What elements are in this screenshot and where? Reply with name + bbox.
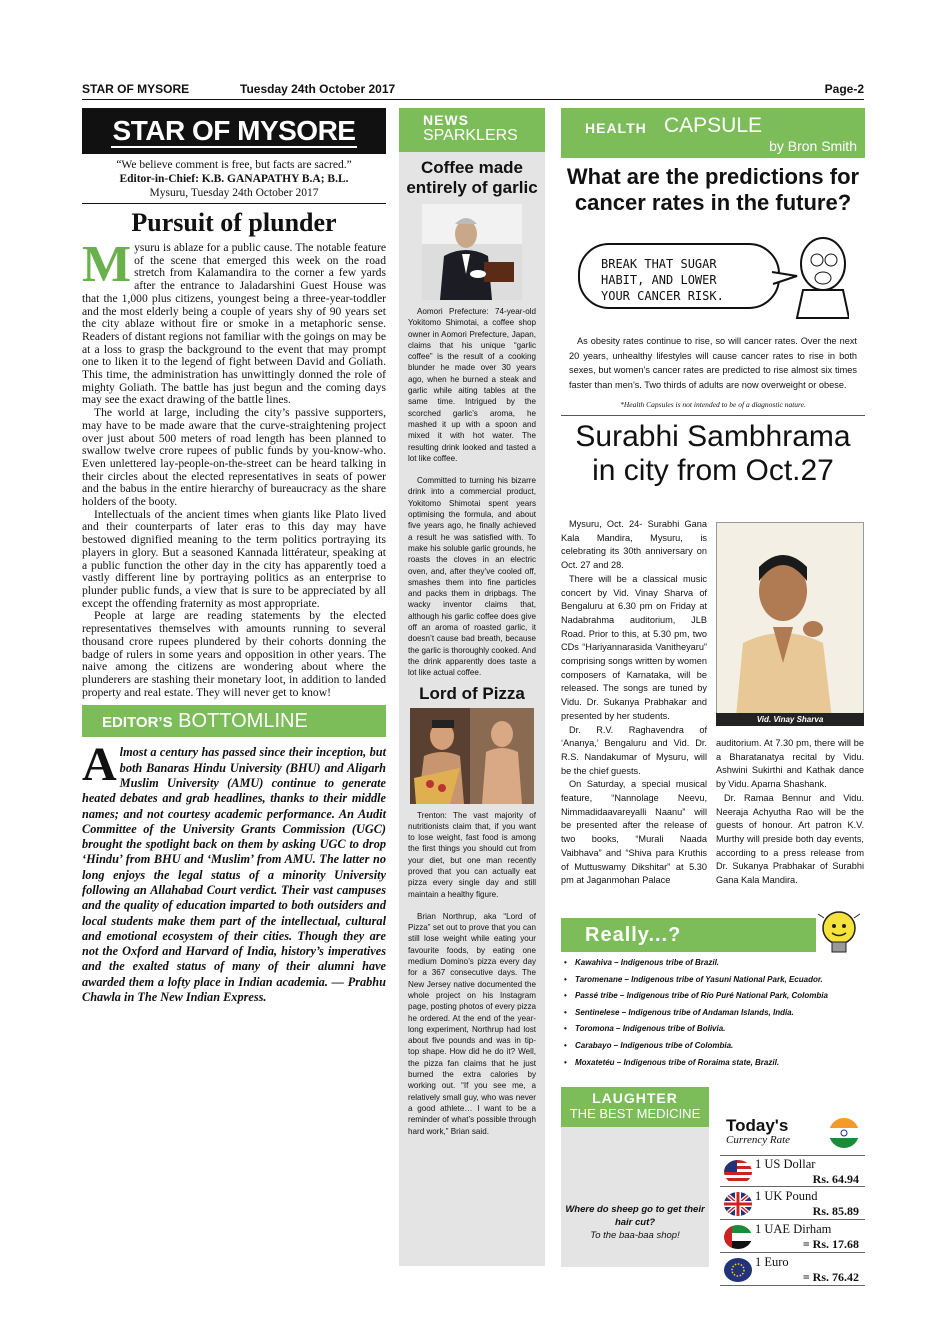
uae-flag-icon [724, 1225, 752, 1249]
health-capsule-column [561, 108, 865, 488]
surabhi-body-left [561, 518, 707, 888]
pizza-paragraph: Brian Northrup, aka “Lord of Pizza” set out to prove that you can still lose weight while eating your favourite foods, by eating one medium Domino’s pizza every day for a 367 consecutive days. The New Jersey native documented the whole project on his Instagram page, posting photos of every pizza he ordered. At the end of the year-long experiment, Northrup had lost about five pounds and was in tip-top shape. How did he do it? Well, the pizza fan claims that he just burned the extra calories by working out. “If you see me, a relatively small guy, who was never a good athlete… I want to be a reminder of what’s possible through hard work,” Brian said. [408, 911, 536, 1136]
vinay-sharva-photo [716, 522, 864, 726]
currency-title: Today's [726, 1116, 789, 1135]
joke-answer: To the baa-baa shop! [590, 1230, 680, 1241]
health-body: As obesity rates continue to rise, so will cancer rates. Over the next 20 years, unhealthy lifestyles will cause cancer rates to rise in both sexes, but women’s cancer rates are predicted to rise almost six times faster than men’s. Two thirds of adults are now overweight or obese. [569, 336, 857, 390]
list-item: • Sentinelese – Indigenous tribe of Andaman Islands, India. [561, 1005, 865, 1022]
cartoon-text-line: BREAK THAT SUGAR [601, 257, 717, 271]
list-item: • Taromenane – Indigenous tribe of Yasuni National Park, Ecuador. [561, 972, 865, 989]
sparklers-label: SPARKLERS [423, 127, 518, 144]
bottomline-label-a: EDITOR’S [102, 714, 173, 732]
currency-label: 1 US Dollar [755, 1157, 816, 1171]
joke [561, 1203, 709, 1242]
news-sparklers-column [399, 108, 545, 1266]
bottomline-dropcap: A [82, 738, 117, 792]
tagline: “We believe comment is free, but facts are sacred.” [116, 159, 352, 171]
currency-row-usd [720, 1155, 865, 1187]
currency-value: Rs. 64.94 [812, 1172, 859, 1186]
page-header [82, 80, 864, 100]
editor-line: Editor-in-Chief: K.B. GANAPATHY B.A; B.L. [119, 173, 349, 185]
laughter-header [561, 1087, 709, 1127]
list-item: • Kawahiva – Indigenous tribe of Brazil. [561, 955, 865, 972]
editorial-paragraph: People at large are reading statements by the elected representatives themselves with amounts running to several thousand crore rupees plundered by their cohorts donning the badge of rulers in some years and opposition in other years. The naive among the citizens are wondering about where the plunderers are stashing their monetary loot, in addition to landed property and real estate. They will never get to know! [82, 609, 386, 699]
currency-row-gbp [720, 1188, 865, 1220]
health-capsule-header [561, 108, 865, 158]
header-page-number: Page-2 [824, 82, 864, 96]
editorial-paragraph: Intellectuals of the ancient times when giants like Plato lived and their counterparts of later eras to this day may have bestowed dignified meaning to the term politics portraying its players in glory. But a seasoned Kannada littérateur, speaking at a public function the other day in the city has apparently toed a vastly different line by portraying politics as an enterprise to plunder public funds, a view that is sure to be appreciated by all except the offending fraternity as most appropriate. [82, 507, 386, 610]
health-disclaimer: *Health Capsules is not intended to be of a diagnostic nature. [561, 400, 865, 416]
currency-row-aed [720, 1221, 865, 1253]
bottomline-label-b: BOTTOMLINE [178, 710, 308, 733]
surabhi-body-right [716, 737, 864, 888]
editorial-paragraph: ysuru is ablaze for a public cause. The notable feature of the scene that emerged this week on the road stretch from Kalamandira to the corner a few yards after the entrance to Jaladarshini Guest House was that the 1,000 plus citizens, youngest being a three-year-toddler and the most elderly being a couple of years shy of 90 years set the city ablaze without fire or smoke in a metaphoric sense. Readers of distant regions not familiar with the goings on may be at a loss to grasp the background to the event that may prompt one to liken it to the legend of fight between David and Goliath. This time, the administration has unwittingly donned the role of mighty Goliath. The battle has just begun and the coming days may see the exact drawing of the battle lines. [82, 241, 386, 407]
uk-flag-icon [724, 1192, 752, 1216]
currency-value: = Rs. 76.42 [802, 1270, 859, 1284]
editorial-body [82, 236, 386, 699]
surabhi-headline: Surabhi Sambhrama in city from Oct.27 [575, 420, 851, 487]
currency-row-eur [720, 1254, 865, 1286]
currency-value: Rs. 85.89 [812, 1204, 859, 1218]
cartoon-text-line: HABIT, AND LOWER [601, 273, 717, 287]
india-flag-icon [828, 1117, 860, 1149]
joke-question: Where do sheep go to get their hair cut? [565, 1204, 705, 1228]
surabhi-paragraph: auditorium. At 7.30 pm, there will be a Bharatanatya recital by Vidu. Ashwini Sukirthi and Kathak dance by Vidu. Aparna Shashank. [716, 738, 864, 790]
coffee-man-photo [422, 204, 522, 300]
masthead [82, 108, 386, 154]
story-title-coffee: Coffee made entirely of garlic [406, 158, 538, 197]
story-title-pizza: Lord of Pizza [419, 683, 525, 703]
coffee-paragraph: Committed to turning his bizarre drink into a commercial product, Yokitomo Shimotai spent years optimising the formula, and about five years ago, he finally achieved a result he was satisfied with. To make his soluble garlic grounds, he roasts the cloves in an electric oven, and, after they’ve cooled off, smashes them into fine particles and packs them in dripbags. The wacky inventor claims that, although his garlic coffee does give off an aroma of roasted garlic, it doesn’t cause bad breath, because the garlic is thoroughly cooked. And the drink apparently does taste a lot like actual coffee. [408, 476, 536, 678]
health-byline: by Bron Smith [769, 138, 857, 154]
eu-flag-icon [724, 1258, 752, 1282]
list-item: • Moxatetéu – Indigenous tribe of Roraima state, Brazil. [561, 1055, 865, 1072]
laughter-label: LAUGHTER [592, 1090, 678, 1106]
list-item: • Passé tribe – Indigenous tribe of Río Puré National Park, Colombia [561, 988, 865, 1005]
pizza-paragraph: Trenton: The vast majority of nutritionists claim that, if you want to lose weight, fast food is among the first things you should cut from your diet, but one man recently proved that you can actually eat pizza every single day and still maintain a healthy figure. [408, 810, 536, 899]
news-sparklers-header [399, 108, 545, 152]
bottomline-body [82, 738, 386, 1005]
header-date: Tuesday 24th October 2017 [240, 82, 396, 96]
list-item: • Carabayo – Indigenous tribe of Colombia. [561, 1038, 865, 1055]
photo-caption: Vid. Vinay Sharva [716, 713, 864, 726]
news-label: NEWS [423, 112, 469, 128]
tribes-list [561, 955, 865, 1071]
health-question: What are the predictions for cancer rates in the future? [566, 164, 860, 215]
cartoon-text-line: YOUR CANCER RISK. [601, 289, 724, 303]
surabhi-paragraph: On Saturday, a special musical feature, “Nannolage Neevu, Nimmadidaavareyalli Naanu” will be presented after the release of two books, “Murali Naada Vaibhava” and “Shiva para Kruthis of Muttuswamy Dikshitar” at 5.30 pm at Jaganmohan Palace [561, 779, 707, 886]
list-item: • Toromona – Indigenous tribe of Bolivia. [561, 1021, 865, 1038]
coffee-paragraph: Aomori Prefecture: 74-year-old Yokitomo Shimotai, a coffee shop owner in Aomori Prefecture, Japan, claims that his unique “garlic coffee” is the result of a cooking blunder he made over 30 years ago, when he burned a steak and garlic while aiting tables at the same time. Intrigued by the scorched garlic’s aroma, he mashed it up with a spoon and mixed it with hot water. The resulting drink looked and tasted a lot like coffee. [408, 307, 536, 463]
lightbulb-icon [812, 906, 866, 962]
pizza-man-photo [410, 708, 534, 804]
editorial-title: Pursuit of plunder [131, 208, 337, 237]
surabhi-paragraph: Mysuru, Oct. 24- Surabhi Gana Kala Mandira, Mysuru, is celebrating its 30th anniversary on Oct. 27 and 28. [561, 519, 707, 571]
capsule-label: CAPSULE [664, 114, 763, 137]
masthead-title: STAR OF MYSORE [112, 115, 356, 146]
dateline: Mysuru, Tuesday 24th October 2017 [82, 186, 386, 204]
currency-value: = Rs. 17.68 [802, 1237, 859, 1251]
currency-label: 1 UAE Dirham [755, 1222, 832, 1236]
surabhi-paragraph: There will be a classical music concert by Vid. Vinay Sharva of Bengaluru at 6.30 pm on Friday at Nadabrahma auditorium, JLB Road. Prior to this, at 5.30 pm, two CDs “Hariyannarasida Vanitheyaru” comprising songs written by women composers of Karnataka, will be released. The songs are tuned by Vidu. Dr. Sukanya Prabhakar and presented by her students. [561, 573, 707, 721]
currency-subtitle: Currency Rate [726, 1134, 791, 1146]
surabhi-paragraph: Dr. Ramaa Bennur and Vidu. Neeraja Achyutha Rao will be the guests of honour. Art patron K.V. Murthy will preside both day events, according to a press release from Dr. Sukanya Prabhakar of Surabhi Gana Kala Mandira. [716, 792, 864, 886]
health-label: HEALTH [585, 120, 647, 136]
header-paper-name: STAR OF MYSORE [82, 82, 190, 96]
currency-label: 1 UK Pound [755, 1189, 818, 1203]
cancer-cartoon [577, 224, 849, 320]
editorial-column [82, 108, 386, 1005]
editorial-paragraph: The world at large, including the city’s passive supporters, may have to be made aware that the curve-straightening project over just about 500 meters of road length has been planned to swallow twelve crore rupees of public funds by you-know-who. Even unlettered lay-people-on-the-street can be heard talking in their circles about the elected representatives in seats of power and the babus in the entire hierarchy of bureaucracy as the share holders of the booty. [82, 406, 386, 509]
best-medicine-label: THE BEST MEDICINE [569, 1106, 701, 1121]
currency-label: 1 Euro [755, 1255, 789, 1269]
coffee-story-body [399, 306, 545, 679]
bottomline-header [82, 705, 386, 737]
us-flag-icon [724, 1160, 752, 1184]
really-header: Really...? [561, 918, 816, 952]
laughter-box [561, 1087, 709, 1267]
editorial-dropcap: M [82, 236, 132, 293]
surabhi-paragraph: Dr. R.V. Raghavendra of ‘Ananya,’ Bengaluru and Vid. Dr. R.S. Nandakumar of Mysuru, will be the chief guests. [561, 724, 707, 776]
bottomline-text: lmost a century has passed since their inception, but both Banaras Hindu University (BHU) and Aligarh Muslim University (AMU) continue to generate heated debates and grab headlines, thanks to their middle names; and not courtesy academic performance. An Audit Committee of the University Grants Commission (UGC) brought the spotlight back on them by asking UGC to drop ‘Hindu’ from BHU and ‘Muslim’ from AMU. The latter no long enjoys the legal status of a minority University following an Allahabad Court verdict. Their vast campuses and the quality of education imparted to both outsiders and local students make them part of the intellectual, cultural and emotional ecosystem of their cities. Though they are not the Oxford and Harvard of India, history’s imperatives and the exalted status of many of their alumni have awarded them a lofty place in Indian academia. — Prabhu Chawla in The New Indian Express. [82, 745, 386, 1005]
pizza-story-body [399, 810, 545, 1137]
